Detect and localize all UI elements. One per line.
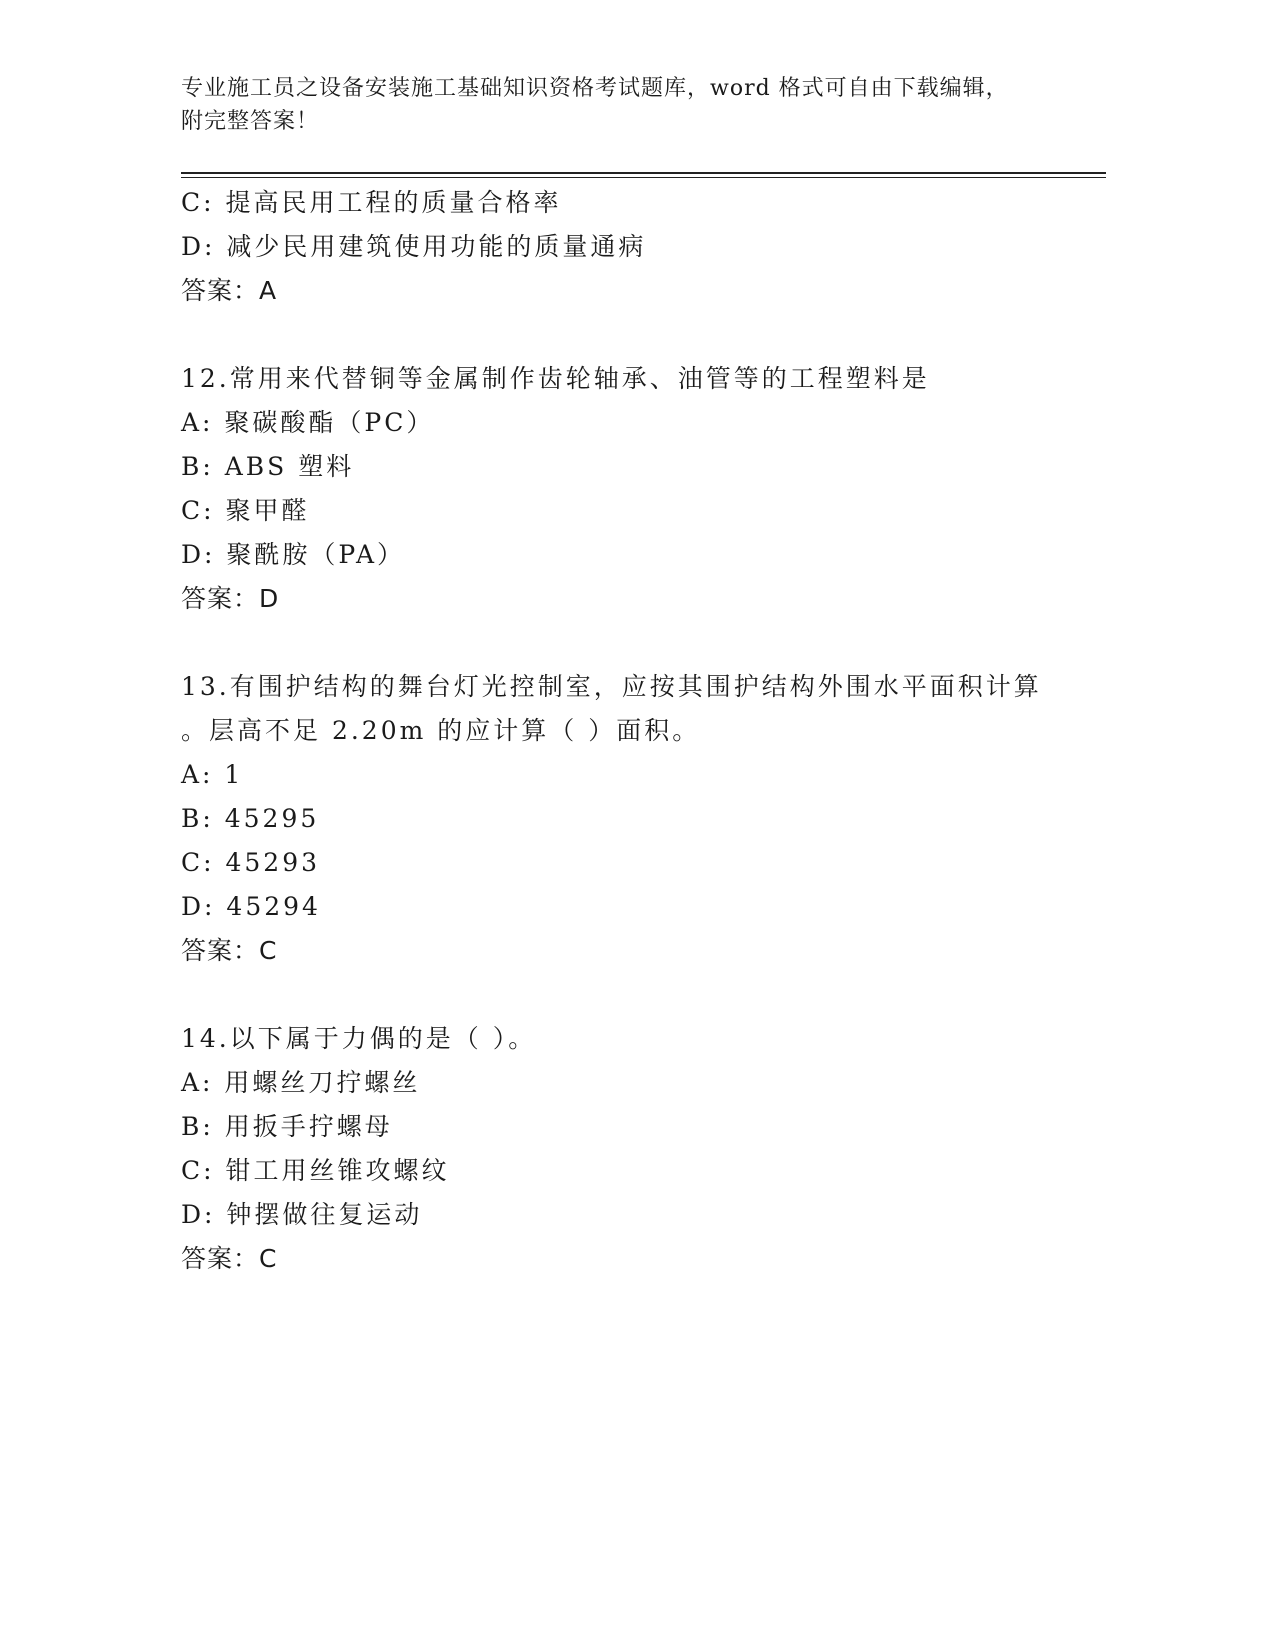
option-d: D: 钟摆做往复运动	[181, 1200, 423, 1229]
question-stem-line-1: 13.有围护结构的舞台灯光控制室，应按其围护结构外围水平面积计算	[181, 672, 1042, 701]
question-13	[181, 667, 1081, 975]
question-12	[181, 359, 1081, 623]
question-11-partial	[181, 183, 1081, 315]
option-d: D: 45294	[181, 892, 321, 921]
question-list	[181, 183, 1081, 1283]
header-divider-thin	[181, 177, 1106, 178]
option-a: A: 用螺丝刀拧螺丝	[181, 1068, 421, 1097]
document-header	[181, 72, 1061, 138]
option-b: B: 用扳手拧螺母	[181, 1112, 393, 1141]
question-stem-line-2: 。层高不足 2.20m 的应计算（ ）面积。	[181, 716, 701, 745]
spacer	[181, 623, 1081, 667]
header-divider-thick	[181, 172, 1106, 174]
option-c: C: 聚甲醛	[181, 496, 310, 525]
header-line-2: 附完整答案！	[181, 109, 320, 134]
answer-line: 答案：D	[181, 584, 280, 613]
option-d: D: 聚酰胺（PA）	[181, 540, 405, 569]
option-d: D: 减少民用建筑使用功能的质量通病	[181, 232, 647, 261]
option-c: C: 钳工用丝锥攻螺纹	[181, 1156, 450, 1185]
answer-line: 答案：C	[181, 1244, 278, 1273]
spacer	[181, 315, 1081, 359]
answer-line: 答案：C	[181, 936, 278, 965]
question-stem: 14.以下属于力偶的是（ ）。	[181, 1024, 537, 1053]
option-a: A: 1	[181, 760, 244, 789]
spacer	[181, 975, 1081, 1019]
question-14	[181, 1019, 1081, 1283]
option-b: B: 45295	[181, 804, 320, 833]
option-c: C: 45293	[181, 848, 321, 877]
option-c: C: 提高民用工程的质量合格率	[181, 188, 562, 217]
question-stem: 12.常用来代替铜等金属制作齿轮轴承、油管等的工程塑料是	[181, 364, 930, 393]
option-a: A: 聚碳酸酯（PC）	[181, 408, 435, 437]
answer-line: 答案：A	[181, 276, 278, 305]
header-line-1: 专业施工员之设备安装施工基础知识资格考试题库，word 格式可自由下载编辑，	[181, 76, 1009, 101]
option-b: B: ABS 塑料	[181, 452, 355, 481]
